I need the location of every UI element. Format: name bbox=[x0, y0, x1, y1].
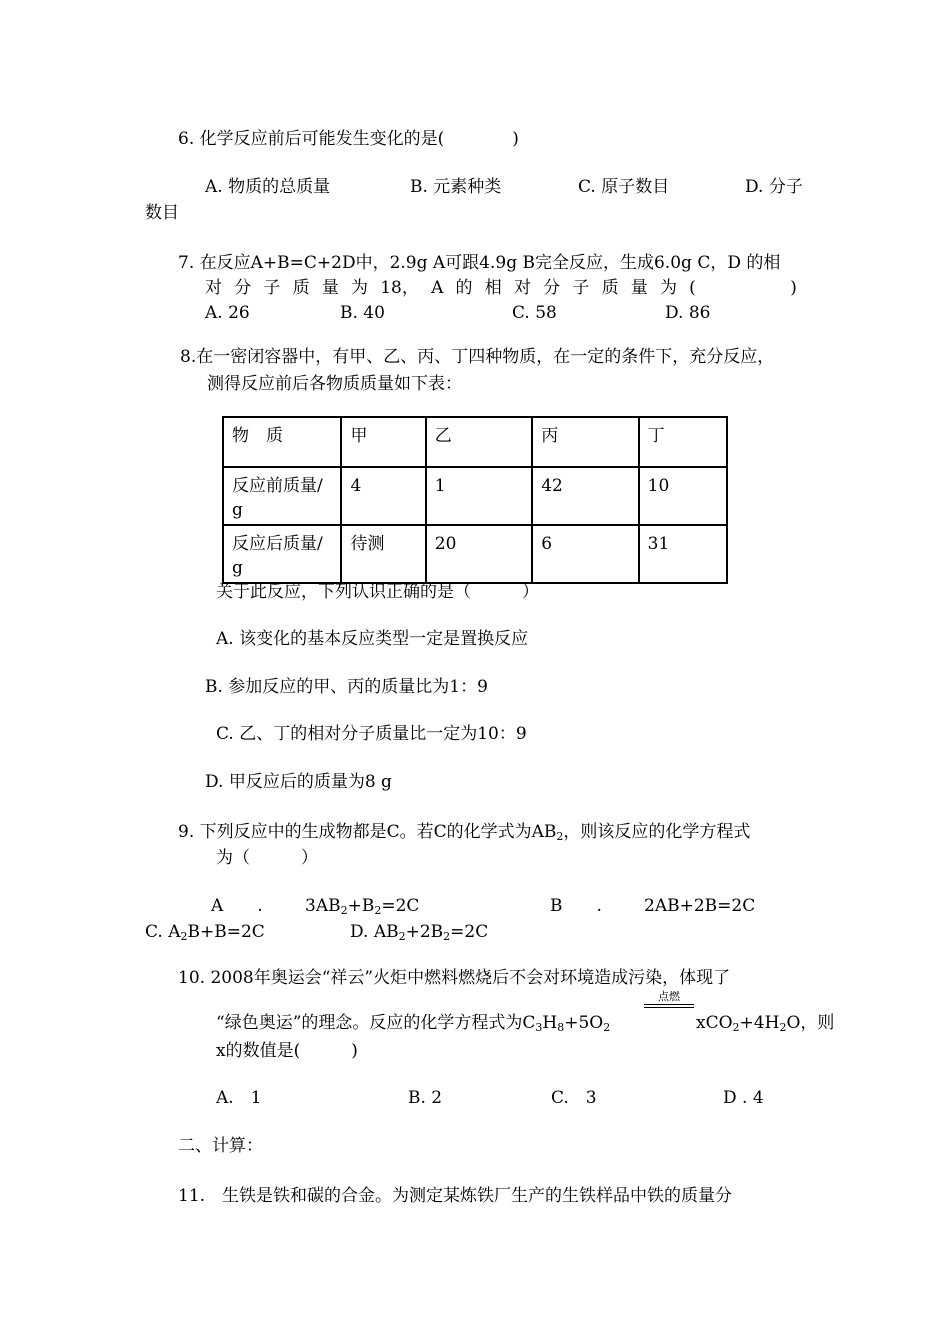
table-cell: 31 bbox=[639, 525, 727, 583]
q6-stem: 6. 化学反应前后可能发生变化的是( ) bbox=[178, 129, 519, 149]
table-row bbox=[223, 525, 727, 583]
q9-option-a-label: A . bbox=[211, 896, 263, 916]
table-cell: 6 bbox=[532, 525, 638, 583]
table-cell: 1 bbox=[426, 467, 532, 525]
table-cell: 反应后质量/g bbox=[223, 525, 341, 583]
q10-line2-products: $xCO_2+4H_2O$，则 bbox=[696, 1013, 835, 1034]
q6-option-a: A. 物质的总质量 bbox=[205, 177, 331, 197]
q7-line1: 7. 在反应A+B=C+2D中，2.9g A可跟4.9g B完全反应，生成6.0g C，D 的相 bbox=[178, 253, 781, 273]
q11-line1: 11. 生铁是铁和碳的合金。为测定某炼铁厂生产的生铁样品中铁的质量分 bbox=[178, 1186, 733, 1206]
table-cell: 乙 bbox=[426, 417, 532, 467]
q10-line3: x的数值是( ) bbox=[216, 1041, 358, 1061]
q10-option-a: A. 1 bbox=[216, 1088, 262, 1108]
q9-option-b-equation: 2AB+2B=2C bbox=[644, 896, 756, 916]
q6-option-c: C. 原子数目 bbox=[578, 177, 670, 197]
table-header-row bbox=[223, 417, 727, 467]
table-cell: 甲 bbox=[341, 417, 425, 467]
q10-option-b: B. 2 bbox=[408, 1088, 443, 1108]
q8-option-a: A. 该变化的基本反应类型一定是置换反应 bbox=[216, 629, 529, 649]
table-cell: 4 bbox=[341, 467, 425, 525]
q8-line1: 8.在一密闭容器中，有甲、乙、丙、丁四种物质，在一定的条件下，充分反应， bbox=[180, 347, 775, 367]
q10-line2: “绿色奥运”的理念。反应的化学方程式为$C_3H_8+5O_2$ bbox=[216, 1013, 611, 1034]
q10-option-d: D . 4 bbox=[723, 1088, 764, 1108]
table-cell: 丙 bbox=[532, 417, 638, 467]
q8-option-b: B. 参加反应的甲、丙的质量比为1：9 bbox=[205, 677, 488, 697]
table-row bbox=[223, 467, 727, 525]
q6-option-d-wrap: 数目 bbox=[145, 203, 179, 223]
q8-question: 关于此反应，下列认识正确的是（ ） bbox=[216, 582, 539, 602]
q9-line1: 9. 下列反应中的生成物都是C。若C的化学式为$AB_2$，则该反应的化学方程式 bbox=[178, 822, 751, 843]
q8-option-c: C. 乙、丁的相对分子质量比一定为10：9 bbox=[216, 724, 527, 744]
table-cell: 物 质 bbox=[223, 417, 341, 467]
table-cell: 待测 bbox=[341, 525, 425, 583]
q9-option-b-label: B . bbox=[550, 896, 602, 916]
q9-option-d: D. $AB_2+2B_2=2C$ bbox=[350, 922, 489, 943]
section-heading: 二、计算： bbox=[178, 1136, 263, 1156]
table-cell: 10 bbox=[639, 467, 727, 525]
q7-option-b: B. 40 bbox=[340, 303, 385, 323]
q6-option-b: B. 元素种类 bbox=[410, 177, 502, 197]
q6-option-d: D. 分子 bbox=[745, 177, 803, 197]
q7-option-d: D. 86 bbox=[665, 303, 711, 323]
q9-option-a-equation: $3AB_2+B_2=2C$ bbox=[305, 896, 420, 917]
mass-table bbox=[222, 416, 728, 584]
table-cell: 20 bbox=[426, 525, 532, 583]
q9-option-c: C. $A_2B+B=2C$ bbox=[145, 922, 265, 943]
table-cell: 42 bbox=[532, 467, 638, 525]
q10-line1: 10. 2008年奥运会“祥云”火炬中燃料燃烧后不会对环境造成污染，体现了 bbox=[178, 968, 731, 988]
q7-line2: 对 分 子 质 量 为 18， A 的 相 对 分 子 质 量 为 ( ) bbox=[205, 278, 797, 298]
reaction-condition-arrow: 点燃 bbox=[644, 991, 694, 1008]
q8-line2: 测得反应前后各物质质量如下表： bbox=[207, 374, 462, 394]
q7-option-a: A. 26 bbox=[205, 303, 250, 323]
table-cell: 反应前质量/g bbox=[223, 467, 341, 525]
q7-option-c: C. 58 bbox=[512, 303, 557, 323]
q9-line2: 为（ ） bbox=[216, 848, 318, 868]
table-cell: 丁 bbox=[639, 417, 727, 467]
q10-option-c: C. 3 bbox=[551, 1088, 597, 1108]
q8-option-d: D. 甲反应后的质量为8 g bbox=[205, 772, 392, 792]
